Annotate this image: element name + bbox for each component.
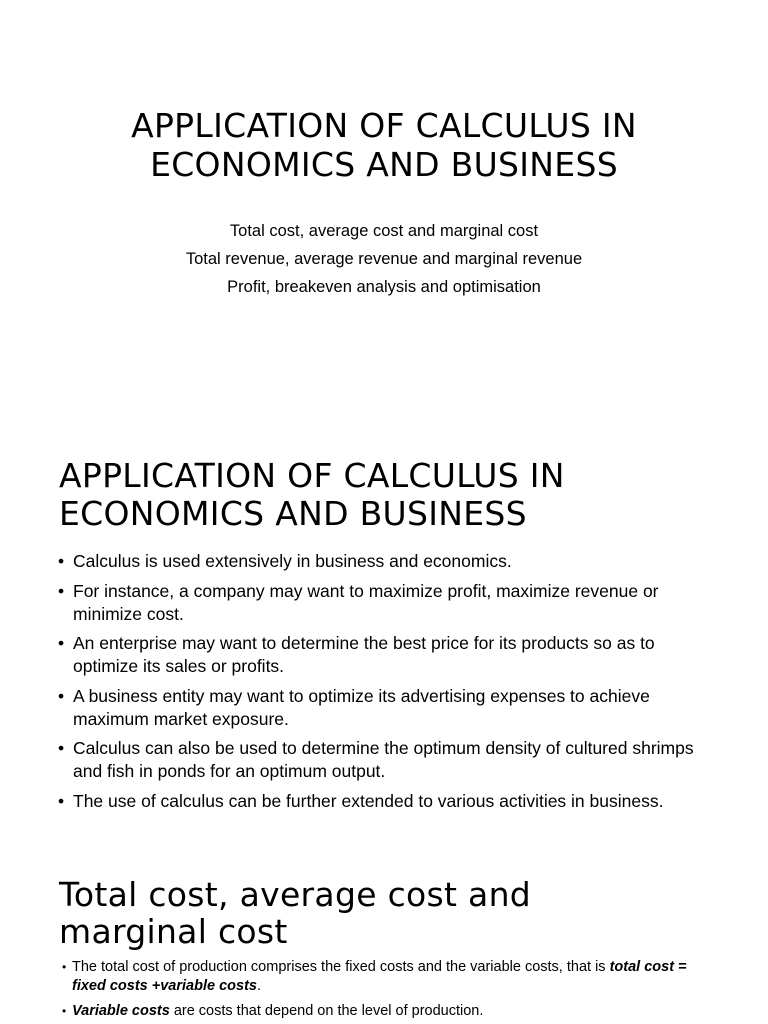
bullet-icon: • bbox=[62, 960, 67, 974]
content-slide bbox=[0, 850, 768, 1024]
title-line: APPLICATION OF CALCULUS IN bbox=[131, 106, 637, 145]
list-item bbox=[62, 958, 702, 996]
title-line: Total cost, average cost and bbox=[59, 875, 532, 914]
bullet-icon: • bbox=[58, 738, 65, 758]
bullet-icon: • bbox=[58, 633, 65, 653]
bullet-icon: • bbox=[58, 685, 65, 706]
emphasis-term: Variable costs bbox=[72, 1003, 170, 1019]
title-line: ECONOMICS AND BUSINESS bbox=[150, 145, 618, 184]
list-item bbox=[58, 790, 718, 813]
bullet-icon: • bbox=[58, 790, 65, 811]
content-slide bbox=[0, 430, 768, 850]
bullet-text: The use of calculus can be further extended to various activities in business. bbox=[73, 790, 664, 811]
title-line: ECONOMICS AND BUSINESS bbox=[59, 494, 527, 533]
subtitle-line: Profit, breakeven analysis and optimisation bbox=[227, 278, 541, 296]
subtitle-line: Total cost, average cost and marginal cost bbox=[229, 222, 539, 240]
bullet-text: A business entity may want to optimize its advertising expenses to achieve maximum market exposure. bbox=[73, 685, 650, 729]
list-item bbox=[62, 1002, 702, 1021]
slide-subtitle bbox=[40, 217, 728, 301]
slide-title bbox=[59, 457, 739, 533]
title-line: APPLICATION OF CALCULUS IN bbox=[59, 456, 565, 495]
bullet-text: For instance, a company may want to maximize profit, maximize revenue or minimize cost. bbox=[73, 580, 659, 624]
list-item bbox=[58, 580, 718, 626]
bullet-suffix: . bbox=[256, 978, 261, 994]
title-line: marginal cost bbox=[59, 912, 288, 951]
bullet-text: Calculus can also be used to determine the optimum density of cultured shrimps and fish in ponds for an optimum output. bbox=[73, 738, 694, 781]
bullet-icon: • bbox=[58, 580, 65, 601]
emphasis-formula: total cost = fixed costs +variable costs bbox=[72, 959, 687, 994]
list-item bbox=[58, 632, 718, 678]
bullet-list bbox=[62, 958, 702, 1024]
bullet-icon: • bbox=[62, 1004, 67, 1018]
list-item bbox=[58, 550, 718, 573]
bullet-list bbox=[58, 550, 718, 819]
list-item bbox=[58, 685, 718, 731]
list-item bbox=[58, 737, 718, 783]
bullet-text: Calculus is used extensively in business and economics. bbox=[73, 551, 512, 571]
bullet-icon: • bbox=[58, 551, 65, 571]
title-slide bbox=[0, 0, 768, 430]
slide-title bbox=[59, 876, 739, 950]
bullet-text: An enterprise may want to determine the best price for its products so as to optimize its sales or profits. bbox=[73, 633, 655, 676]
bullet-text: are costs that depend on the level of production. bbox=[169, 1003, 484, 1019]
slide-title bbox=[40, 106, 728, 184]
bullet-text: The total cost of production comprises the fixed costs and the variable costs, that is bbox=[72, 959, 610, 975]
subtitle-line: Total revenue, average revenue and marginal revenue bbox=[185, 250, 583, 268]
